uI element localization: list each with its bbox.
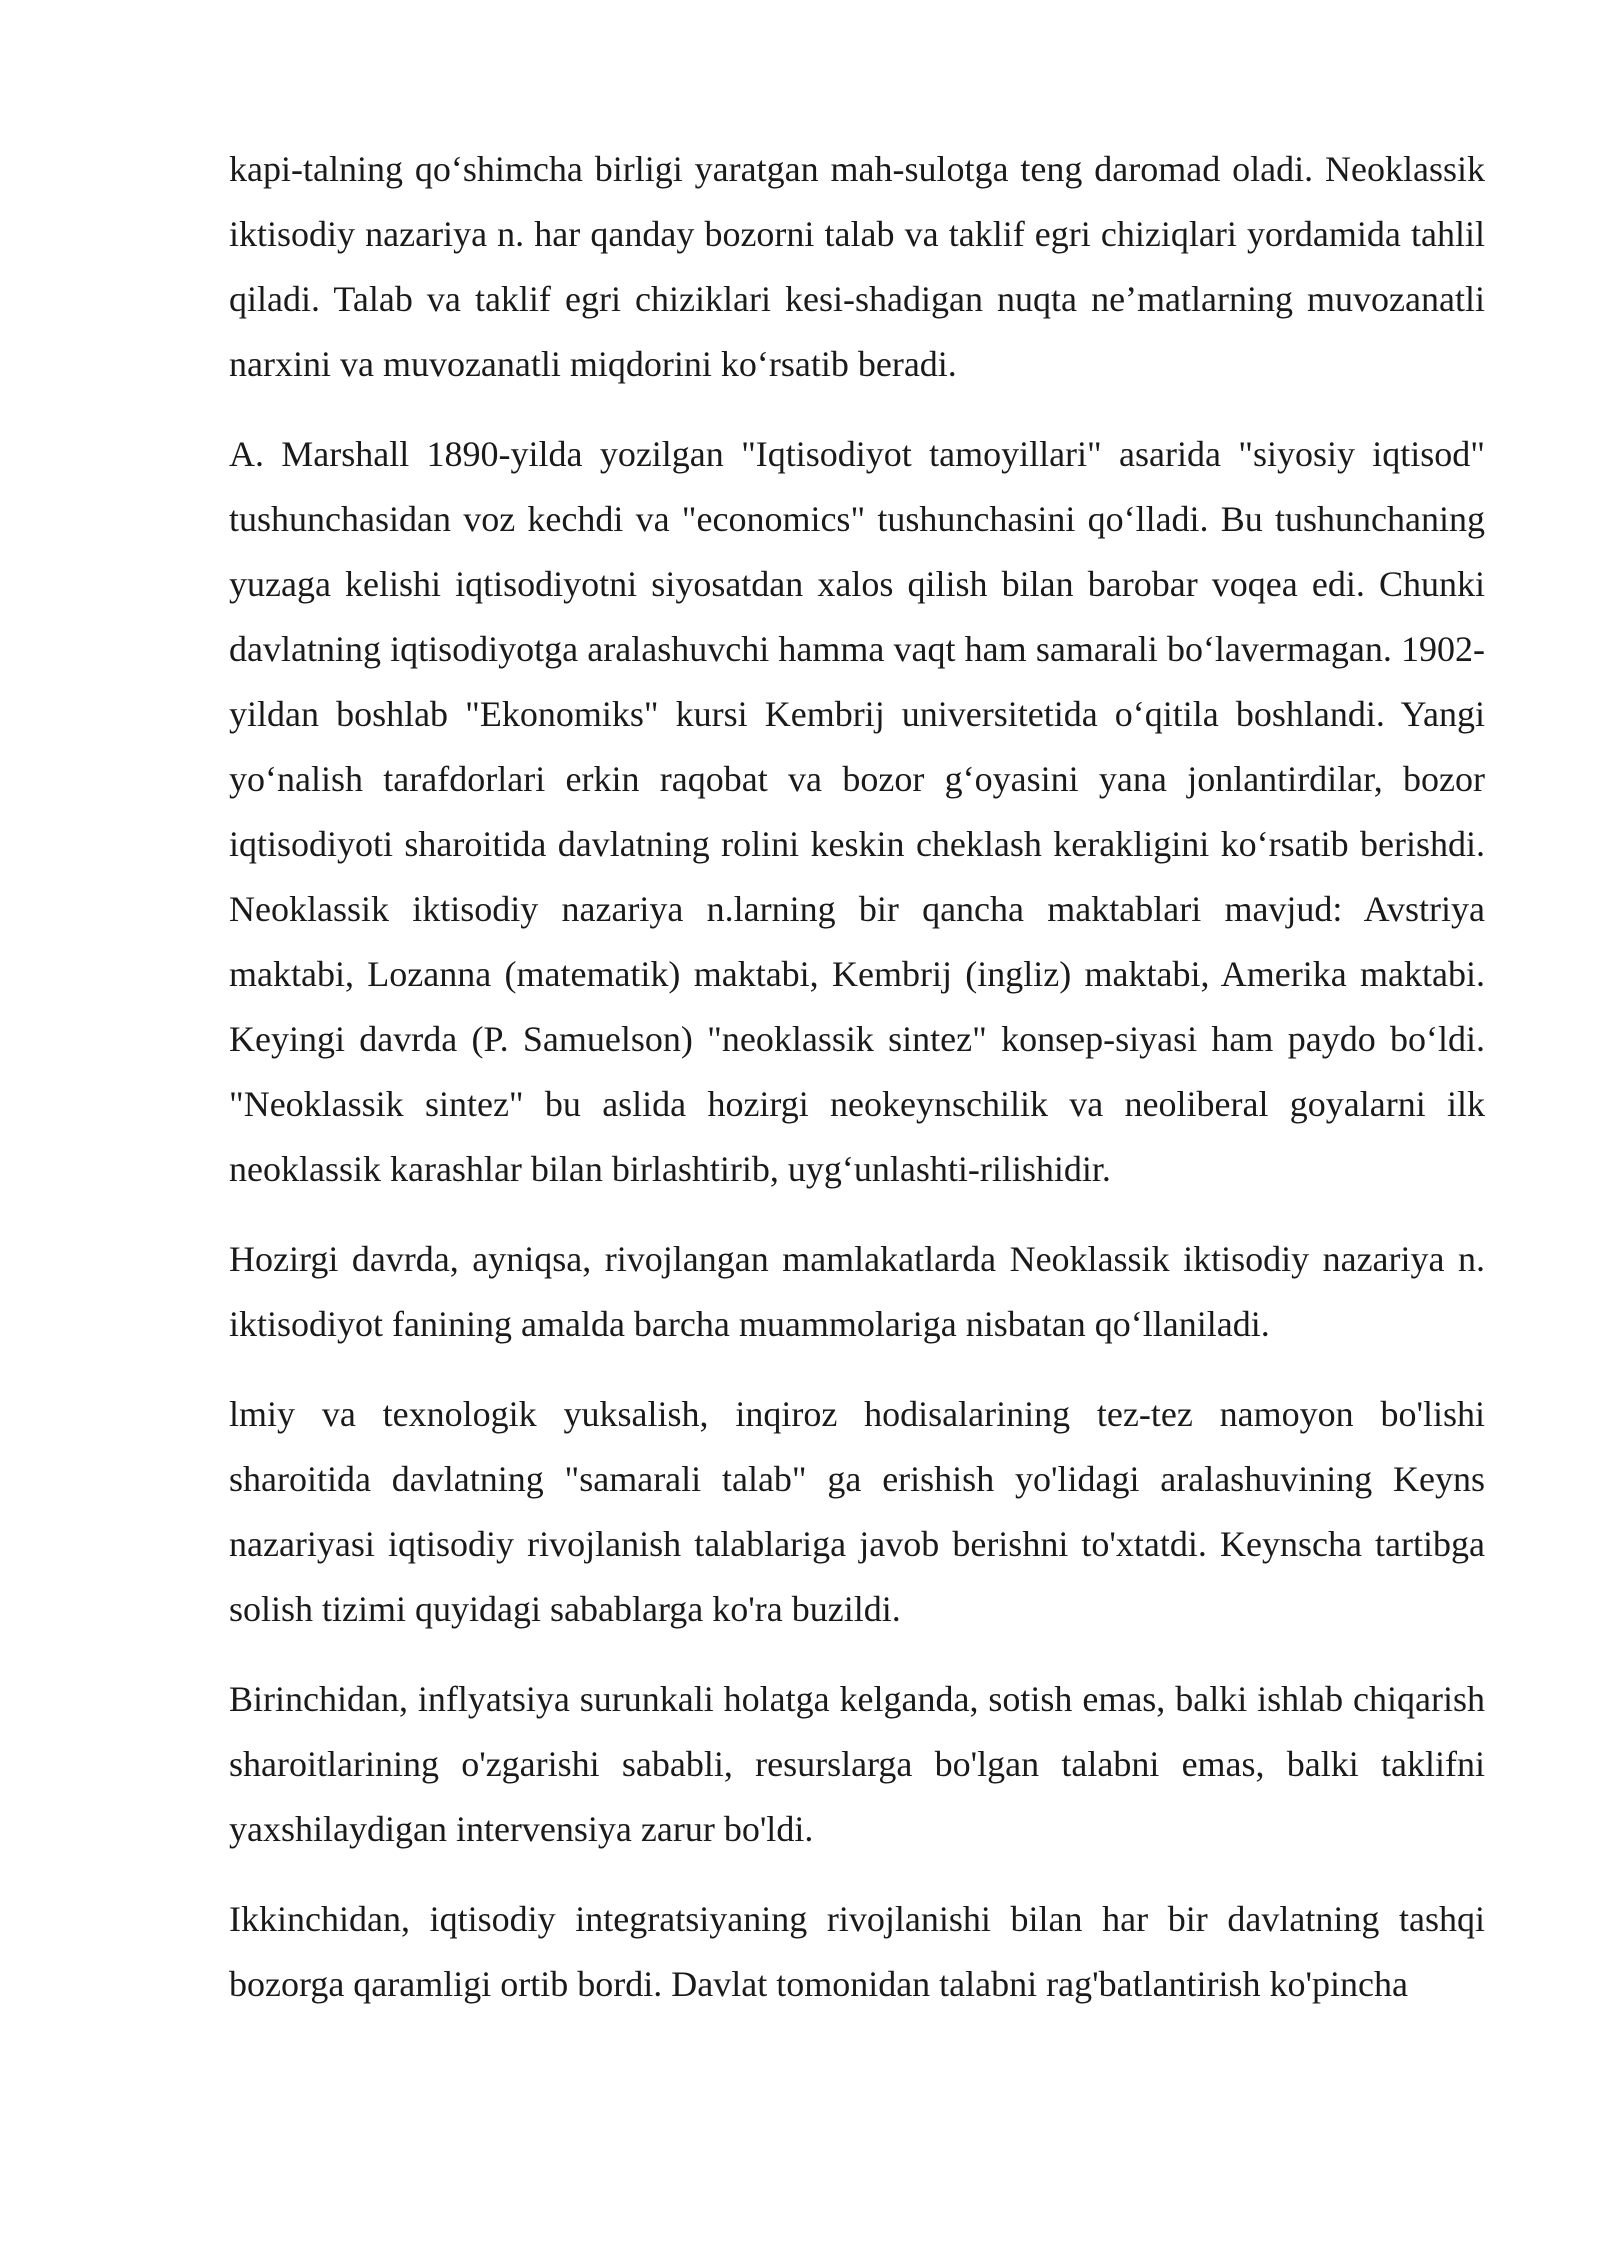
paragraph-2: A. Marshall 1890-yilda yozilgan "Iqtisodiyot tamoyillari" asarida "siyosiy iqtisod" tushunchasidan voz kechdi va "economics" tushunchasini qo‘lladi. Bu tushunchaning yuzaga kelishi iqtisodiyotni siyosatdan xalos qilish bilan barobar voqea edi. Chunki davlatning iqtisodiyotga aralashuvchi hamma vaqt ham samarali bo‘lavermagan. 1902-yildan boshlab "Ekonomiks" kursi Kembrij universitetida o‘qitila boshlandi. Yangi yo‘nalish tarafdorlari erkin raqobat va bozor g‘oyasini yana jonlantirdilar, bozor iqtisodiyoti sharoitida davlatning rolini keskin cheklash kerakligini ko‘rsatib berishdi. Neoklassik iktisodiy nazariya n.larning bir qancha maktablari mavjud: Avstriya maktabi, Lozanna (matematik) maktabi, Kembrij (ingliz) maktabi, Amerika maktabi. Keyingi davrda (P. Samuelson) "neoklassik sintez" konsep-siyasi ham paydo bo‘ldi. "Neoklassik sintez" bu aslida hozirgi neokeynschilik va neoliberal goyalarni ilk neoklassik karashlar bilan birlashtirib, uyg‘unlashti-rilishidir. bbox=[229, 434, 1485, 1189]
paragraph-4: lmiy va texnologik yuksalish, inqiroz hodisalarining tez-tez namoyon bo'lishi sharoitida davlatning "samarali talab" ga erishish yo'lidagi aralashuvining Keyns nazariyasi iqtisodiy rivojlanish talablariga javob berishni to'xtatdi. Keynscha tartibga solish tizimi quyidagi sabablarga ko'ra buzildi. bbox=[229, 1394, 1485, 1629]
paragraph-6: Ikkinchidan, iqtisodiy integratsiyaning rivojlanishi bilan har bir davlatning tashqi bozorga qaramligi ortib bordi. Davlat tomonidan talabni rag'batlantirish ko'pincha bbox=[229, 1899, 1485, 2004]
paragraph-1: kapi-talning qo‘shimcha birligi yaratgan mah-sulotga teng daromad oladi. Neoklassik iktisodiy nazariya n. har qanday bozorni talab va taklif egri chiziqlari yordamida tahlil qiladi. Talab va taklif egri chiziklari kesi-shadigan nuqta ne’matlarning muvozanatli narxini va muvozanatli miqdorini ko‘rsatib beradi. bbox=[229, 149, 1485, 384]
paragraph-3: Hozirgi davrda, ayniqsa, rivojlangan mamlakatlarda Neoklassik iktisodiy nazariya n. iktisodiyot fanining amalda barcha muammolariga nisbatan qo‘llaniladi. bbox=[229, 1239, 1485, 1344]
paragraph-5: Birinchidan, inflyatsiya surunkali holatga kelganda, sotish emas, balki ishlab chiqarish sharoitlarining o'zgarishi sababli, resurslarga bo'lgan talabni emas, balki taklifni yaxshilaydigan intervensiya zarur bo'ldi. bbox=[229, 1679, 1485, 1849]
document-page bbox=[229, 137, 1485, 2042]
